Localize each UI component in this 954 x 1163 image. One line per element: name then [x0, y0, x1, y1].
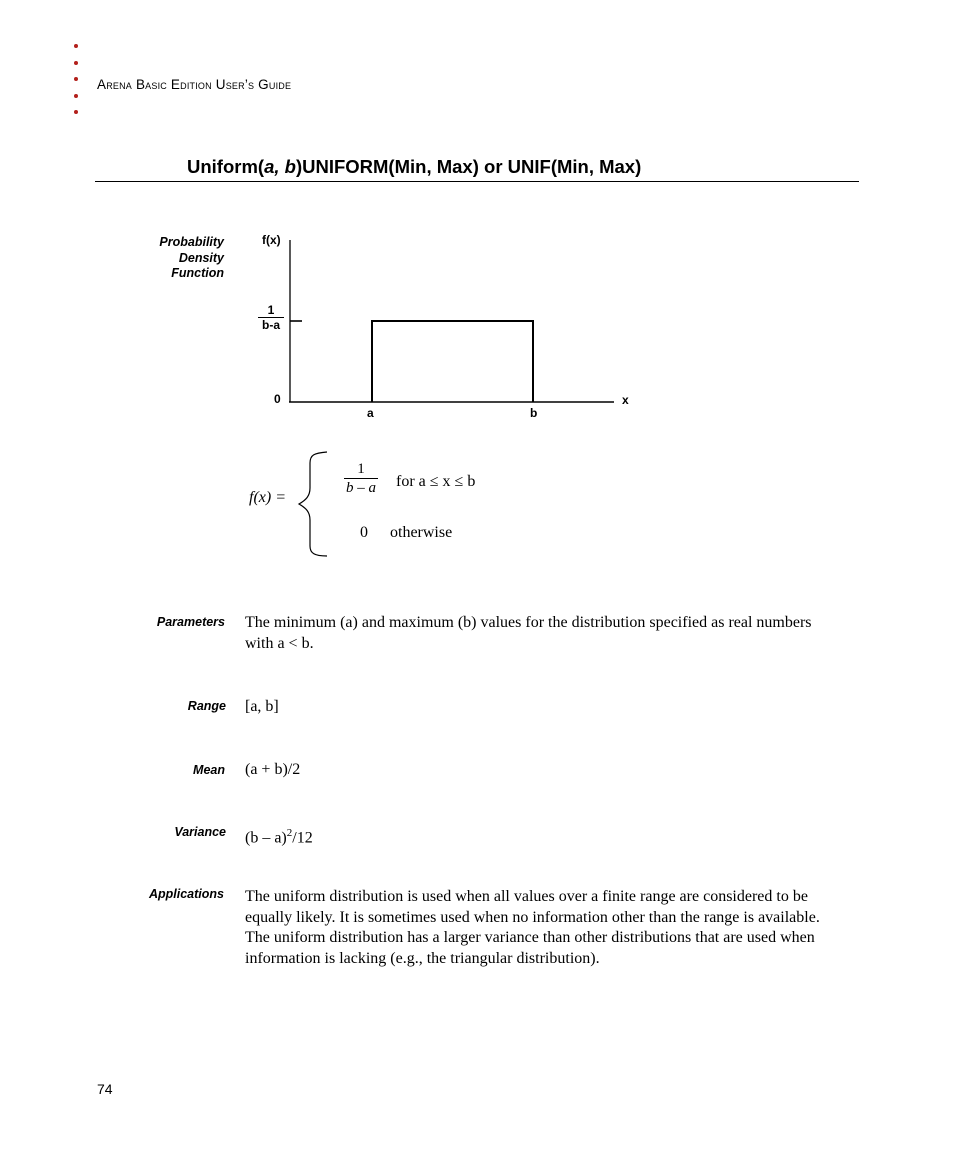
- applications-label: Applications: [148, 887, 224, 901]
- parameters-label: Parameters: [156, 615, 225, 629]
- heading-part1: Uniform(: [187, 156, 265, 177]
- formula-condition: for a ≤ x ≤ b: [396, 473, 476, 490]
- mean-label: Mean: [193, 763, 225, 777]
- running-header: Arena Basic Edition User’s Guide: [97, 77, 292, 92]
- formula-fraction: [344, 461, 378, 497]
- formula-zero: 0: [360, 524, 368, 541]
- variance-label: Variance: [174, 825, 226, 839]
- pdf-label-line: Density: [178, 250, 224, 265]
- variance-base: (b – a): [245, 829, 287, 847]
- a-tick-label: a: [367, 406, 374, 420]
- heading-part3: )UNIFORM(Min, Max) or UNIF(Min, Max): [295, 156, 642, 177]
- page-number: 74: [97, 1081, 113, 1097]
- heading-params: a, b: [264, 156, 296, 177]
- y-fraction-den: b-a: [262, 318, 280, 332]
- b-tick-label: b: [530, 406, 538, 420]
- parameters-line: with a < b.: [245, 634, 314, 652]
- formula-frac-num: 1: [344, 461, 378, 479]
- formula-lhs: f(x) =: [249, 489, 286, 506]
- applications-line: information is lacking (e.g., the triangular distribution).: [245, 949, 600, 967]
- formula-frac-den: b – a: [346, 480, 376, 496]
- applications-line: equally likely. It is sometimes used when no information other than the range is available.: [245, 908, 820, 926]
- range-label: Range: [187, 699, 226, 713]
- variance-value: [245, 823, 313, 849]
- parameters-line: The minimum (a) and maximum (b) values for the distribution specified as real numbers: [245, 614, 812, 631]
- pdf-label-line: Function: [171, 266, 224, 280]
- mean-value: (a + b)/2: [245, 761, 301, 778]
- applications-line: The uniform distribution is used when all values over a finite range are considered to be: [245, 888, 808, 905]
- applications-text: [245, 887, 860, 969]
- applications-line: The uniform distribution has a larger variance than other distributions that are used when: [245, 929, 815, 947]
- formula-otherwise: otherwise: [390, 524, 453, 541]
- y-fraction-num: 1: [258, 304, 284, 318]
- range-value: [a, b]: [245, 698, 279, 715]
- parameters-text: [245, 613, 855, 654]
- variance-exponent: 2: [286, 827, 293, 839]
- fx-axis-label: f(x): [262, 233, 281, 247]
- x-axis-label: x: [622, 393, 629, 407]
- variance-tail: /12: [292, 829, 313, 847]
- zero-label: 0: [274, 392, 281, 406]
- formula-brace: [0, 0, 954, 570]
- pdf-label-line: Probability: [159, 235, 224, 249]
